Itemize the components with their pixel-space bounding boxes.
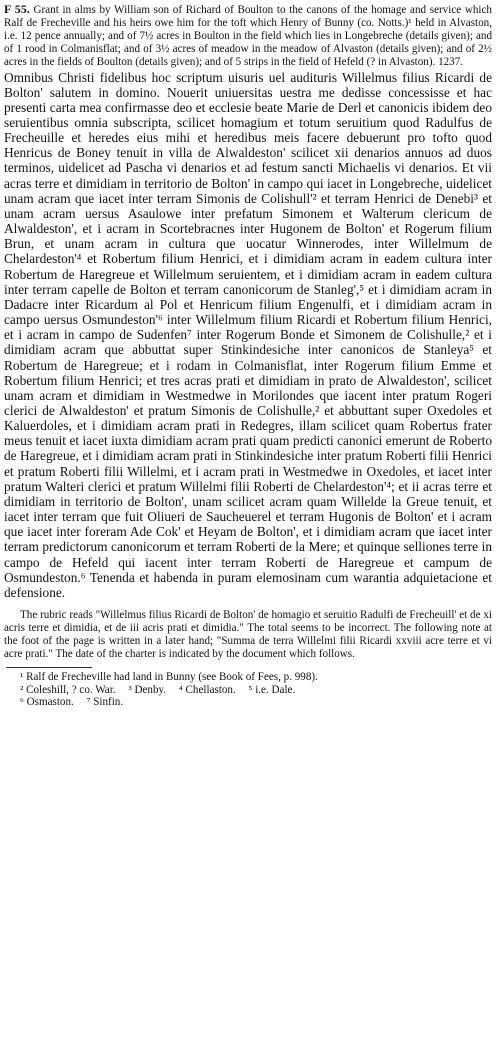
- entry-summary: [4, 3, 492, 69]
- footnote-5: ⁵ i.e. Dale.: [248, 683, 296, 696]
- footnote-divider: [6, 667, 92, 668]
- charter-text: Omnibus Christi fidelibus hoc scriptum uisuris uel audituris Willelmus filius Ricardi de Bolton' salutem in domino. Nouerit uniuersitas uestra me dedisse concessisse et hac presenti carta mea confirmasse deo et ecclesie beate Marie de Derl et canonicis ibidem deo seruientibus omnia subscripta, scilicet homagium et totum seruitium quod Radulfus de Frecheuille et heredes eius mihi et heredibus meis facere debuerunt pro tofto quod Henricus de Boney tenuit in villa de Alwaldeston' scilicet xii denarios annuos ad duos terminos, uidelicet ad Pascha vi denarios et ad festum sancti Michaelis vi denarios. Et vii acras terre et dimidiam in territorio de Bolton' in campo qui iacet in Longebreche, uidelicet unam acram que iacet inter terram Simonis de Colishull'² et terram Henrici de Denebi³ et unam acram uersus Asaulowe inter prefatum Simonem et Walterum clericum de Alwaldeston', et i acram in Scortebracnes inter Hugonem de Bolton' et Rogerum filium Brun, et unam acram in cultura que uocatur Winnerodes, inter Willelmum de Chelardeston'⁴ et Robertum filium Henrici, et i dimidiam acram in eadem cultura inter Robertum de Haregreue et Willelmum seruientem, et i dimidiam acram in eadem cultura inter terram capelle de Bolton et terram canonicorum de Stanleg',⁵ et i dimidiam acram in Dadacre inter Ricardum al Pol et Henricum filium Engenulfi, et i dimidiam acram in campo uersus Osmundeston'⁶ inter Willelmum filium Ricardi et Robertum filium Henrici, et i acram in campo de Sudenfen⁷ inter Rogerum Bonde et Simonem de Colishulle,² et i dimidiam acram que abbuttat super Stinkindesiche inter canonicos de Stanleya⁵ et Robertum de Haregreue; et i rodam in Colmanisflat, inter Rogerum filium Emme et Robertum filium Henrici; et tres acras prati et dimidiam in prato de Alwaldeston', scilicet unam acram et dimidiam in Westmedwe in Morilondes que iacent inter pratum Rogeri clerici de Alwaldeston' et pratum Simonis de Colishulle,² et abbuttant super Oxedoles et Kaluerdoles, et i dimidiam acram prati in Redegres, illam scilicet quam Robertus frater meus tenuit et iacet iuxta dimidiam acram prati quam predicti canonici emerunt de Roberto de Haregreue, et i dimidiam acram prati in Stinkindesiche inter pratum Roberti filii Henrici et pratum Roberti filii Willelmi, et i acram prati in Westmedwe in Oxedoles, et iacet inter pratum Walteri clerici et pratum Willelmi filii Roberti de Chelardeston'⁴; et ii acras terre et dimidiam in territorio de Bolton', unam scilicet acram quam Willelde la Greue tenuit, et iacet inter terram que fuit Oliueri de Saucheuerel et terram Hugonis de Bolton' et i acram que iacet inter foreram Ade Cok' et Heyam de Bolton', et i dimidiam acram que iacet inter terram predictorum canonicorum et terram Roberti de la Mere; et quinque selliones terre in campo de Hefeld qui iacent inter terram Roberti de Haregreue et campum de Osmundeston.⁶ Tenenda et habenda in puram elemosinam cum warantia adquietacione et defensione.: [4, 69, 492, 600]
- footnote-2: ² Coleshill, ? co. War.: [20, 683, 116, 696]
- footnote-3: ³ Denby.: [128, 683, 167, 696]
- footnote-6: ⁶ Osmaston.: [20, 696, 74, 709]
- footnotes: [4, 671, 492, 710]
- entry-number: F 55.: [4, 2, 30, 16]
- footnote-7: ⁷ Sinfin.: [86, 696, 124, 709]
- summary-text: Grant in alms by William son of Richard of Boulton to the canons of the homage and service which Ralf de Frecheville and his heirs owe him for the toft which Henry of Bunny (co. Notts.)¹ held in Alvaston, i.e. 12 pence annually; and of 7½ acres in Boulton in the field which lies in Longebreche (details given); and of 1 rood in Colmanisflat; and of 3½ acres of meadow in the meadow of Alvaston (details given); and of 2½ acres in the fields of Boulton (details given); and of 5 strips in the field of Hefeld (? in Alvaston). 1237.: [4, 4, 492, 68]
- footnote-row-3: [4, 696, 492, 709]
- footnote-1: ¹ Ralf de Frecheville had land in Bunny (see Book of Fees, p. 998).: [20, 670, 318, 683]
- rubric-note: The rubric reads "Willelmus filius Ricardi de Bolton' de homagio et seruitio Radulfi de Frecheuill' et de xi acris terre et dimidia, et de iii acris prati et dimidia." The total seems to be incorrect. The following note at the foot of the page is written in a later hand; "Summa de terra Willelmi filii Ricardi xxviii acre terre et vi acre prati." The date of the charter is indicated by the document which follows.: [4, 609, 492, 660]
- footnote-4: ⁴ Chellaston.: [178, 683, 236, 696]
- footnote-row-2: [4, 684, 492, 697]
